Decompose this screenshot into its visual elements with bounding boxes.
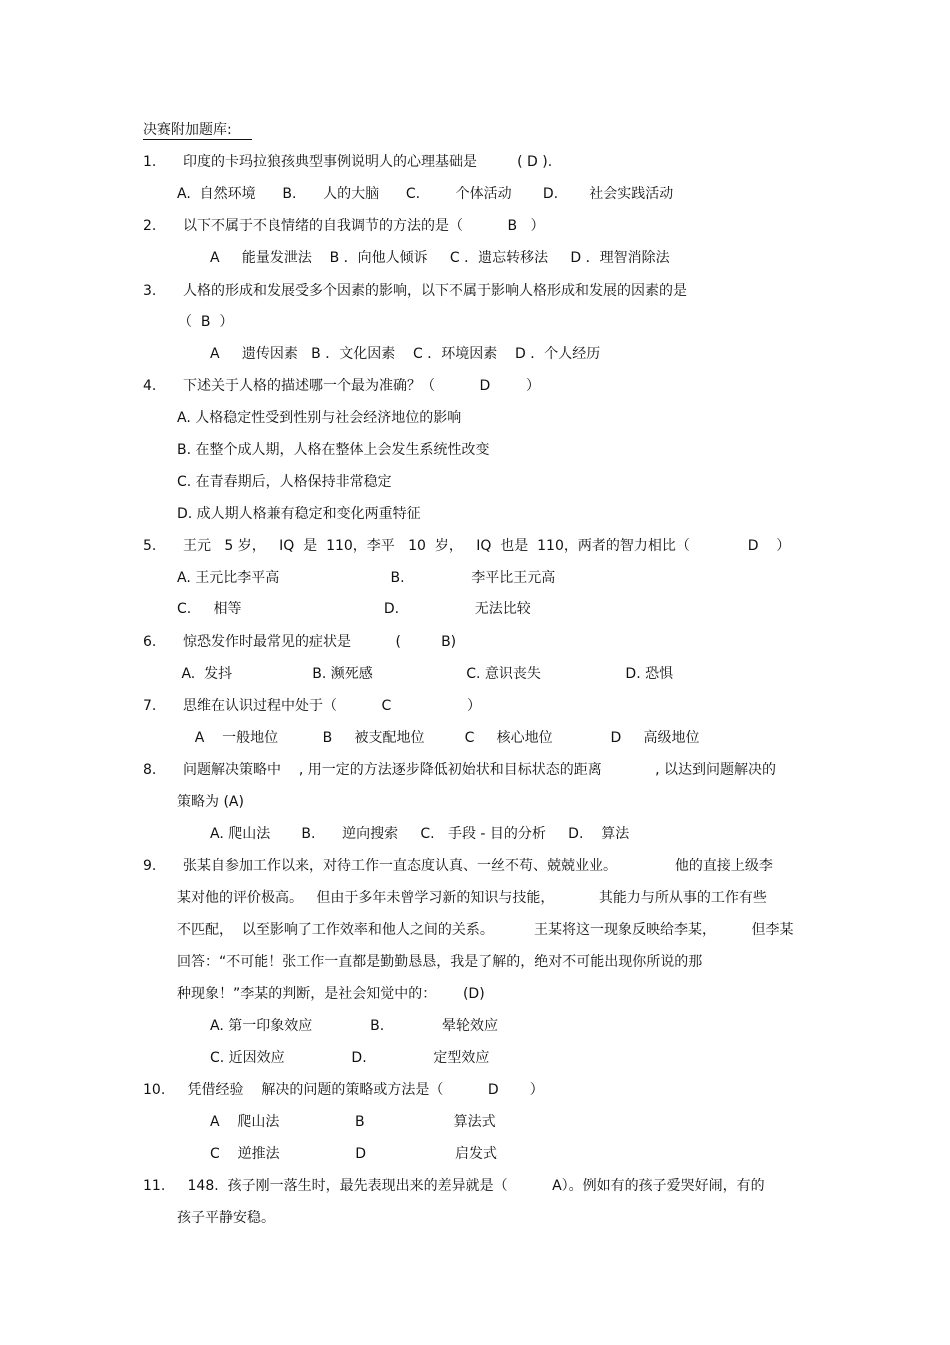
question-9-line-5: 种现象！”李某的判断，是社会知觉中的： (D): [177, 986, 485, 1002]
question-4-option-d: D. 成人期人格兼有稳定和变化两重特征: [177, 506, 421, 522]
question-10-options-cd: C 逆推法 D 启发式: [210, 1146, 498, 1162]
question-1-options: A. 自然环境 B. 人的大脑 C. 个体活动 D. 社会实践活动: [177, 186, 674, 202]
question-7: 7. 思维在认识过程中处于（ C ）: [143, 698, 481, 714]
question-4-option-b: B. 在整个成人期，人格在整体上会发生系统性改变: [177, 442, 490, 458]
question-3: 3. 人格的形成和发展受多个因素的影响，以下不属于影响人格形成和发展的因素的是: [143, 283, 688, 299]
question-9-line-4: 回答：“不可能！张工作一直都是勤勤恳恳，我是了解的，绝对不可能出现你所说的那: [177, 954, 703, 970]
question-8-options: A. 爬山法 B. 逆向搜索 C. 手段 - 目的分析 D. 算法: [210, 826, 630, 842]
question-5-options-ab: A. 王元比李平高 B. 李平比王元高: [177, 570, 556, 586]
question-9-line-3: 不匹配， 以至影响了工作效率和他人之间的关系。 王某将这一现象反映给李某， 但李某: [177, 922, 794, 938]
question-11: 11. 148. 孩子刚一落生时，最先表现出来的差异就是（ A）。例如有的孩子爱哭好闹，有的: [143, 1178, 765, 1194]
question-7-options: A 一般地位 B 被支配地位 C 核心地位 D 高级地位: [177, 730, 700, 746]
question-10: 10. 凭借经验 解决的问题的策略或方法是（ D ）: [143, 1082, 544, 1098]
question-5: 5. 王元 5 岁， IQ 是 110，李平 10 岁， IQ 也是 110，两者的智力相比（ D ）: [143, 538, 791, 554]
question-9-line-2: 某对他的评价极高。 但由于多年未曾学习新的知识与技能， 其能力与所从事的工作有些: [177, 890, 767, 906]
question-5-options-cd: C. 相等 D. 无法比较: [177, 601, 531, 617]
question-4-option-c: C. 在青春期后，人格保持非常稳定: [177, 474, 392, 490]
question-2: 2. 以下不属于不良情绪的自我调节的方法的是（ B ）: [143, 218, 545, 234]
document-title: 决赛附加题库:: [143, 121, 252, 140]
question-4-option-a: A. 人格稳定性受到性别与社会经济地位的影响: [177, 410, 462, 426]
question-9-options-cd: C. 近因效应 D. 定型效应: [210, 1050, 490, 1066]
question-8-cont: 策略为 (A): [177, 794, 244, 810]
question-6-options: A. 发抖 B. 濒死感 C. 意识丧失 D. 恐惧: [177, 666, 674, 682]
question-9: 9. 张某自参加工作以来，对待工作一直态度认真、一丝不苟、兢兢业业。 他的直接上级李: [143, 858, 773, 874]
question-10-options-ab: A 爬山法 B 算法式: [210, 1114, 496, 1130]
question-3-options: A 遗传因素 B ．文化因素 C ．环境因素 D ．个人经历: [210, 346, 601, 362]
question-4: 4. 下述关于人格的描述哪一个最为准确？（ D ）: [143, 378, 540, 394]
question-9-options-ab: A. 第一印象效应 B. 晕轮效应: [210, 1018, 498, 1034]
question-2-options: A 能量发泄法 B ．向他人倾诉 C ．遗忘转移法 D ．理智消除法: [210, 250, 670, 266]
question-1: 1. 印度的卡玛拉狼孩典型事例说明人的心理基础是 ( D ).: [143, 154, 553, 170]
question-6: 6. 惊恐发作时最常见的症状是 ( B): [143, 634, 457, 650]
question-3-answer: （ B ）: [178, 314, 234, 330]
question-8: 8. 问题解决策略中 , 用一定的方法逐步降低初始状和目标状态的距离 , 以达到问题解决的: [143, 762, 777, 778]
question-11-cont: 孩子平静安稳。: [177, 1210, 275, 1226]
